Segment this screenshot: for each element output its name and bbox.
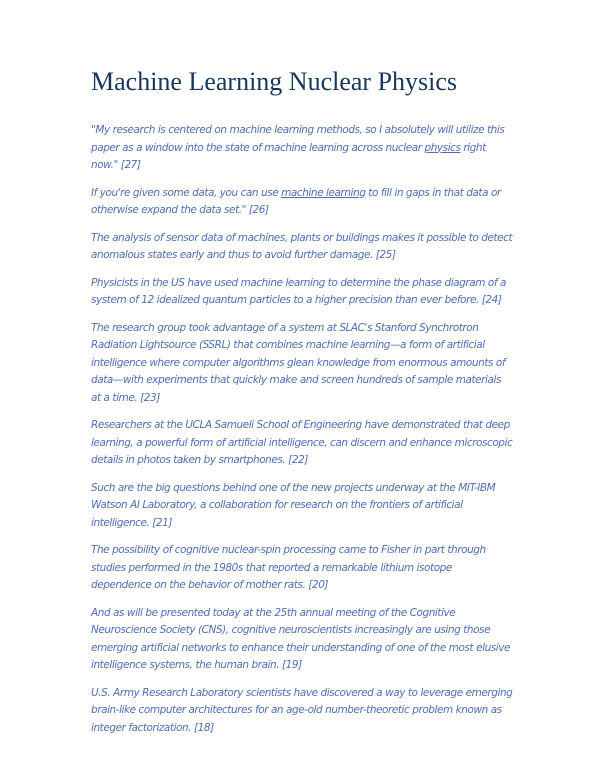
quote-list — [91, 122, 513, 747]
quote-text: If you're given some data, you can use — [91, 186, 282, 199]
quote-paragraph-22: Researchers at the UCLA Samueli School of Engineering have demonstrated that deep learning, a powerful form of artificial intelligence, can discern and enhance microscopic details in photos taken by smartphones. [22] — [91, 419, 513, 466]
quote-paragraph-18: U.S. Army Research Laboratory scientists have discovered a way to leverage emerging brain-like computer architectures for an age-old number-theoretic problem known as integer factorization. [18] — [91, 686, 513, 734]
quote-paragraph-27 — [91, 122, 513, 175]
quote-paragraph-23: The research group took advantage of a system at SLAC's Stanford Synchrotron Radiation Lightsource (SSRL) that combines machine learning—a form of artificial intelligence where computer algorithms glean knowledge from enormous amounts of data—with experiments that quickly make and screen hundreds of sample materials at a time. [23] — [91, 321, 506, 404]
quote-text: right now." [27] — [91, 141, 486, 171]
quote-paragraph-26 — [91, 185, 513, 220]
quote-paragraph-20: The possibility of cognitive nuclear-spin processing came to Fisher in part through studies performed in the 1980s that reported a remarkable lithium isotope dependence on the behavior of mother rats. [20] — [91, 544, 486, 591]
quote-paragraph-21: Such are the big questions behind one of the new projects underway at the MIT-IBM Watson AI Laboratory, a collaboration for research on the frontiers of artificial intelligence. [21] — [91, 481, 496, 529]
quote-paragraph-24: Physicists in the US have used machine learning to determine the phase diagram of a system of 12 idealized quantum particles to a higher precision than ever before. [24] — [91, 276, 506, 306]
quote-paragraph-25: The analysis of sensor data of machines, plants or buildings makes it possible to detect anomalous states early and thus to avoid further damage. [25] — [91, 231, 513, 261]
machine-learning-link[interactable]: machine learning — [281, 186, 366, 199]
quote-text: to fill in gaps in that data or otherwise expand the data set." [26] — [91, 186, 501, 216]
quote-paragraph-19: And as will be presented today at the 25th annual meeting of the Cognitive Neuroscience Society (CNS), cognitive neuroscientists increasingly are using those emerging artificial networks to enhance their understanding of one of the most elusive intelligence systems, the human brain. [19] — [91, 606, 511, 671]
quote-text: "My research is centered on machine learning methods, so I absolutely will utilize this paper as a window into the state of machine learning across nuclear — [91, 124, 505, 154]
physics-link[interactable]: physics — [424, 141, 461, 154]
page-title: Machine Learning Nuclear Physics — [91, 67, 458, 96]
